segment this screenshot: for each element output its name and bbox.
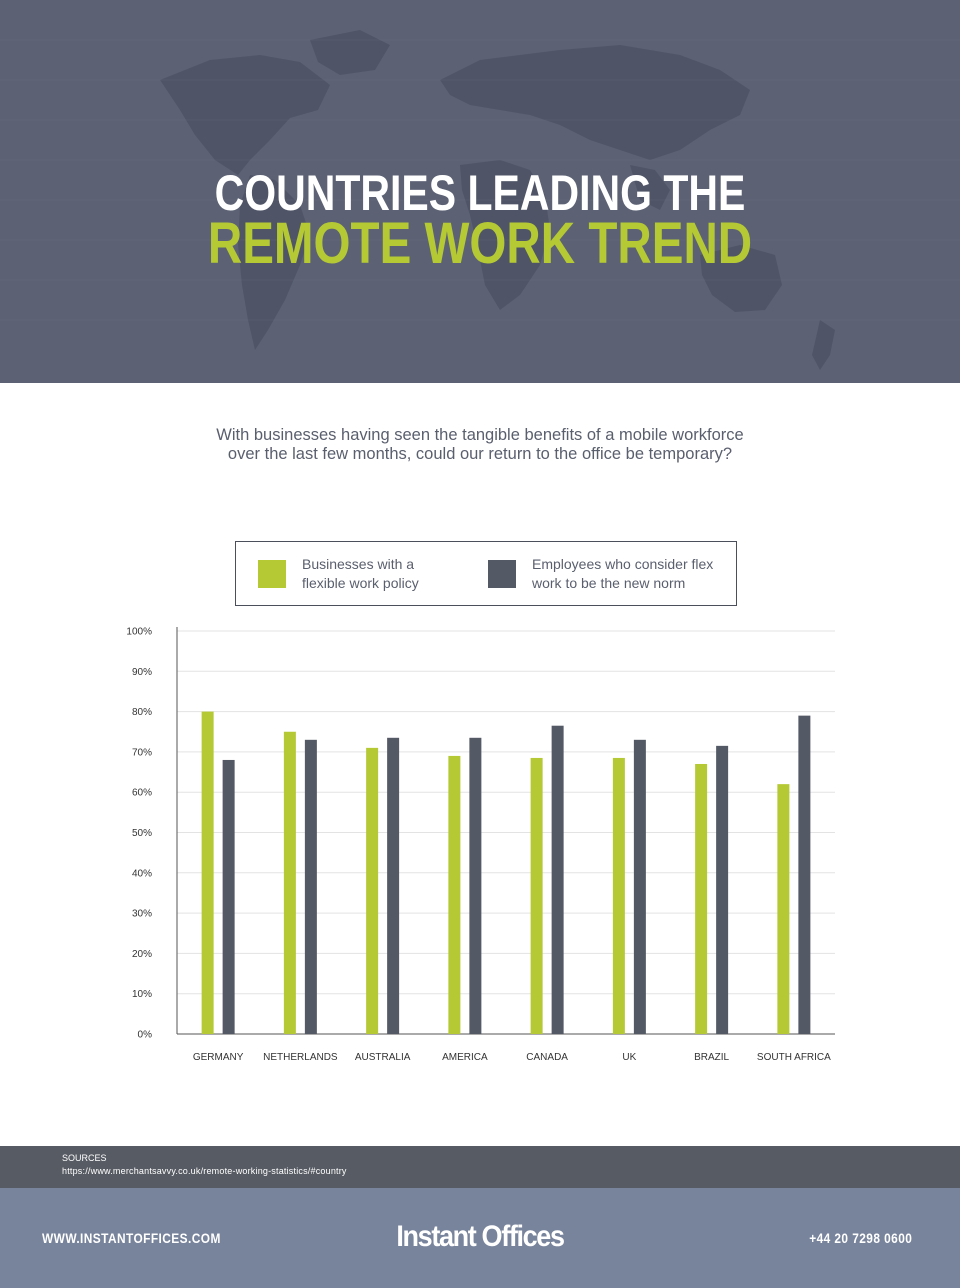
bar-employees <box>634 740 646 1034</box>
x-tick-label: SOUTH AFRICA <box>756 1052 831 1063</box>
sources-url[interactable]: https://www.merchantsavvy.co.uk/remote-working-statistics/#country <box>62 1166 347 1176</box>
sources-bar <box>0 1146 960 1188</box>
page-title-line2: REMOTE WORK TREND <box>207 211 753 276</box>
y-tick-label: 20% <box>131 948 152 960</box>
legend-employees-line2: work to be the new norm <box>532 574 686 591</box>
instant-offices-logo: Instant Offices <box>396 1220 564 1253</box>
x-tick-label: GERMANY <box>192 1052 244 1063</box>
x-tick-label: CANADA <box>526 1052 568 1063</box>
bar-businesses <box>531 758 543 1034</box>
bar-businesses <box>613 758 625 1034</box>
bar-chart <box>0 615 960 1075</box>
intro-line1: With businesses having seen the tangible benefits of a mobile workforce <box>216 426 744 444</box>
y-tick-label: 60% <box>131 787 152 799</box>
legend-employees-line1: Employees who consider flex <box>532 556 714 572</box>
bar-employees <box>305 740 317 1034</box>
bar-businesses <box>695 764 707 1034</box>
bar-businesses <box>448 756 460 1034</box>
x-tick-label: UK <box>622 1052 637 1063</box>
y-tick-label: 90% <box>131 666 152 678</box>
bar-employees <box>223 760 235 1034</box>
y-tick-label: 30% <box>131 908 152 920</box>
x-tick-label: AMERICA <box>442 1052 488 1063</box>
legend-swatch-businesses <box>258 560 286 588</box>
x-tick-label: AUSTRALIA <box>354 1052 411 1063</box>
footer <box>0 1188 960 1288</box>
legend-swatch-employees <box>488 560 516 588</box>
x-tick-label: BRAZIL <box>694 1052 730 1063</box>
bar-businesses <box>366 748 378 1034</box>
bar-businesses <box>284 732 296 1034</box>
y-tick-label: 70% <box>131 747 152 759</box>
phone-number[interactable]: +44 20 7298 0600 <box>808 1230 912 1246</box>
bar-employees <box>469 738 481 1034</box>
sources-heading: SOURCES <box>62 1153 107 1163</box>
bar-employees <box>387 738 399 1034</box>
legend-label-businesses <box>302 555 419 592</box>
y-tick-label: 0% <box>137 1029 152 1041</box>
y-tick-label: 10% <box>131 989 152 1001</box>
y-tick-label: 50% <box>131 828 152 839</box>
intro-text <box>0 426 960 464</box>
bar-businesses <box>777 784 789 1034</box>
bar-businesses <box>202 712 214 1034</box>
page-title-line1: COUNTRIES LEADING THE <box>214 165 746 221</box>
y-tick-label: 100% <box>126 626 152 638</box>
legend-businesses-line2: flexible work policy <box>302 574 419 591</box>
legend-label-employees <box>532 555 713 592</box>
x-tick-label: NETHERLANDS <box>263 1052 338 1063</box>
y-tick-label: 80% <box>131 707 152 719</box>
bar-employees <box>798 716 810 1034</box>
bar-employees <box>552 726 564 1034</box>
chart-legend <box>235 541 737 606</box>
hero-banner <box>0 0 960 383</box>
legend-businesses-line1: Businesses with a <box>302 556 415 572</box>
bar-employees <box>716 746 728 1034</box>
intro-line2: over the last few months, could our return to the office be temporary? <box>227 445 733 463</box>
website-link[interactable]: WWW.INSTANTOFFICES.COM <box>42 1230 221 1246</box>
y-tick-label: 40% <box>131 868 152 880</box>
